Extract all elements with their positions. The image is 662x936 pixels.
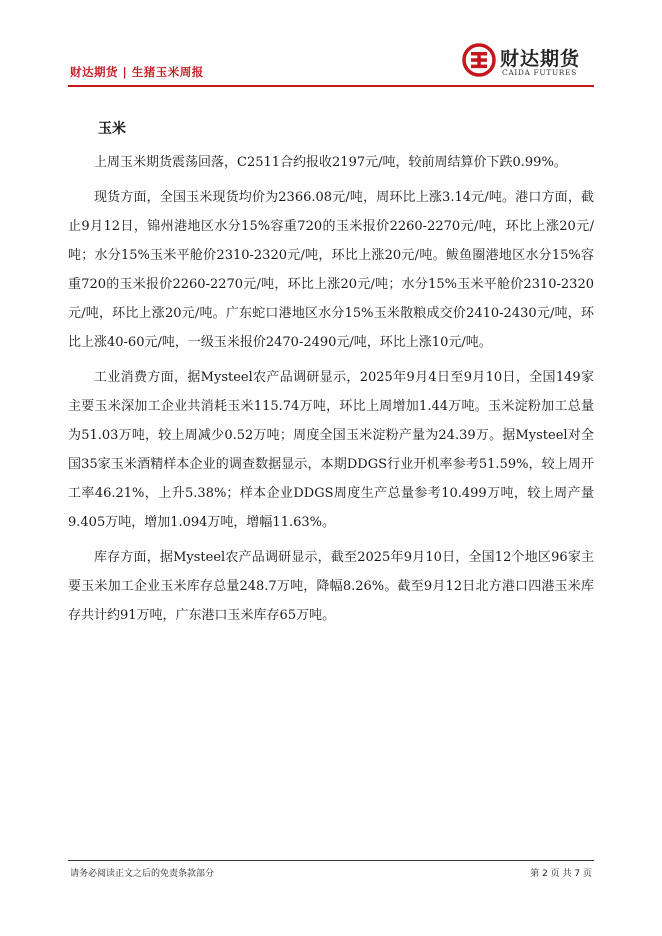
paragraph-spot-market: 现货方面，全国玉米现货均价为2366.08元/吨，周环比上涨3.14元/吨。港口方面，截止9月12日，锦州港地区水分15%容重720的玉米报价2260-2270元/吨，环比上涨20元/吨；水分15%玉米平舱价2310-2320元/吨，环比上涨20元/吨。鲅鱼圈港地区水分15%容重720的玉米报价2260-2270元/吨，环比上涨20元/吨；水分15%玉米平舱价2310-2320元/吨，环比上涨20元/吨。广东蛇口港地区水分15%玉米散粮成交价2410-2430元/吨，环比上涨40-60元/吨，一级玉米报价2470-2490元/吨，环比上涨10元/吨。 xyxy=(68,190,594,350)
footer-divider xyxy=(68,860,594,861)
paragraph-industrial-consumption: 工业消费方面，据Mysteel农产品调研显示，2025年9月4日至9月10日，全国149家主要玉米深加工企业共消耗玉米115.74万吨，环比上周增加1.44万吨。玉米淀粉加工总量为51.03万吨，较上周减少0.52万吨；周度全国玉米淀粉产量为24.39万。据Mysteel对全国35家玉米酒精样本企业的调查数据显示，本期DDGS行业开机率参考51.59%，较上周开工率46.21%，上升5.38%；样本企业DDGS周度生产总量参考10.499万吨，较上周产量9.405万吨，增加1.094万吨，增幅11.63%。 xyxy=(68,370,594,530)
report-body xyxy=(68,110,594,636)
paragraph-futures: 上周玉米期货震荡回落，C2511合约报收2197元/吨，较前周结算价下跌0.99%。 xyxy=(94,155,567,170)
section-title: 玉米 xyxy=(98,121,126,137)
logo-english-name: CAIDA FUTURES xyxy=(502,68,577,77)
logo-chinese-name: 财达期货 xyxy=(500,48,581,70)
company-logo xyxy=(462,42,592,82)
page-number: 第 2 页 共 7 页 xyxy=(530,869,592,879)
caida-logo-icon xyxy=(462,43,496,77)
report-title: 财达期货 | 生猪玉米周报 xyxy=(70,65,204,79)
header-divider xyxy=(68,85,594,87)
footer-disclaimer: 请务必阅读正文之后的免责条款部分 xyxy=(70,869,215,879)
paragraph-inventory: 库存方面，据Mysteel农产品调研显示，截至2025年9月10日，全国12个地区96家主要玉米加工企业玉米库存总量248.7万吨，降幅8.26%。截至9月12日北方港口四港玉米库存共计约91万吨，广东港口玉米库存65万吨。 xyxy=(68,550,594,623)
